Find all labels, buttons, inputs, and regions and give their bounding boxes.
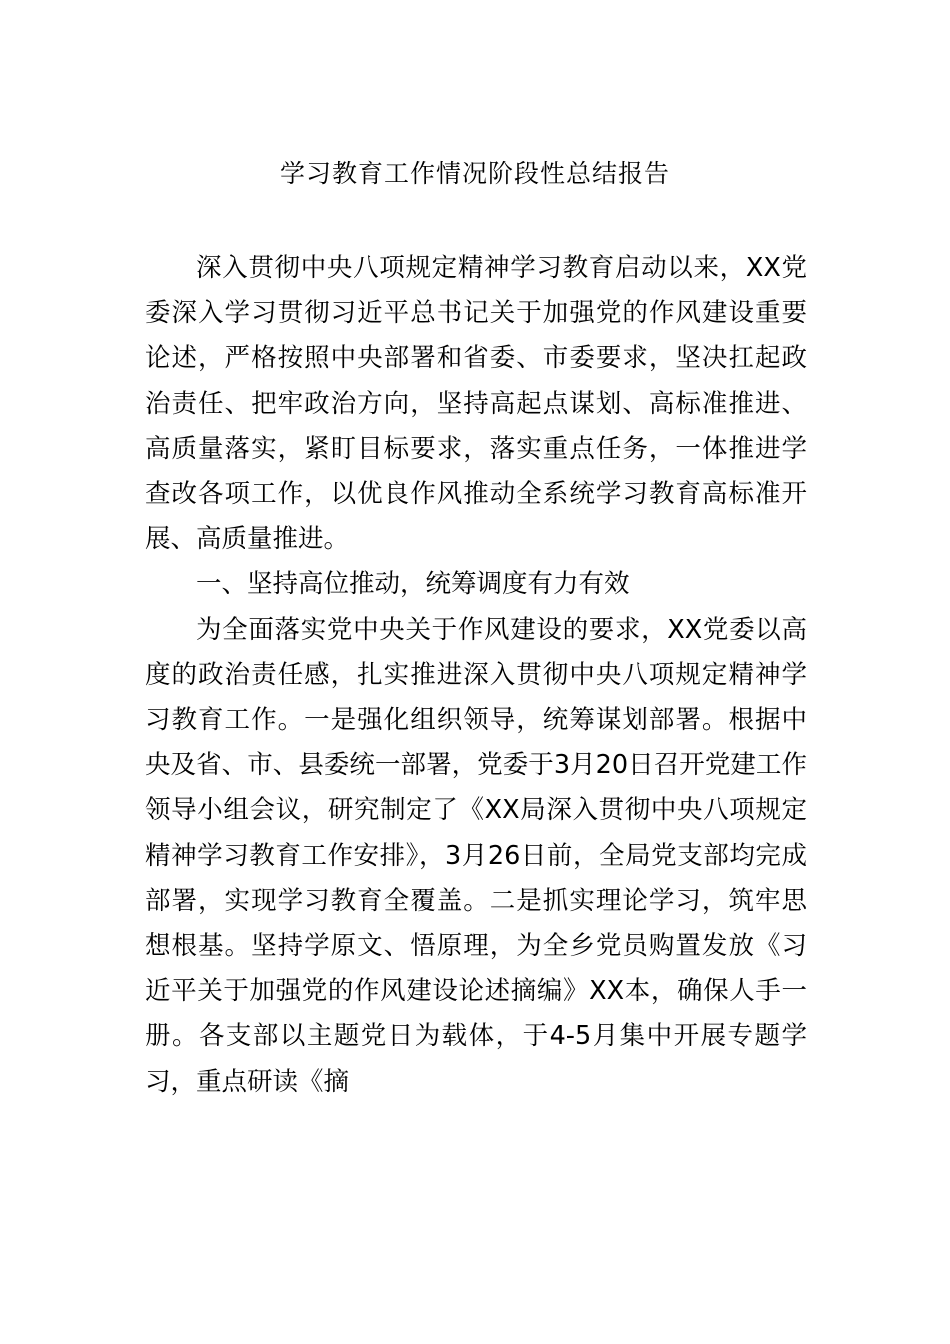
paragraph-section-1: 为全面落实党中央关于作风建设的要求，XX党委以高度的政治责任感，扎实推进深入贯彻中央八项规定精神学习教育工作。一是强化组织领导，统筹谋划部署。根据中央及省、市、县委统一部署，党委于3月20日召开党建工作领导小组会议，研究制定了《XX局深入贯彻中央八项规定精神学习教育工作安排》，3月26日前，全局党支部均完成部署，实现学习教育全覆盖。二是抓实理论学习，筑牢思想根基。坚持学原文、悟原理，为全乡党员购置发放《习近平关于加强党的作风建设论述摘编》XX本，确保人手一册。各支部以主题党日为载体，于4-5月集中开展专题学习，重点研读《摘 [145, 614, 807, 1097]
document-body [145, 246, 807, 1105]
paragraph-intro: 深入贯彻中央八项规定精神学习教育启动以来，XX党委深入学习贯彻习近平总书记关于加强党的作风建设重要论述，严格按照中央部署和省委、市委要求，坚决扛起政治责任、把牢政治方向，坚持高起点谋划、高标准推进、高质量落实，紧盯目标要求，落实重点任务，一体推进学查改各项工作，以优良作风推动全系统学习教育高标准开展、高质量推进。 [145, 253, 807, 555]
document-title: 学习教育工作情况阶段性总结报告 [279, 159, 670, 188]
section-heading-1: 一、坚持高位推动，统筹调度有力有效 [196, 569, 630, 600]
